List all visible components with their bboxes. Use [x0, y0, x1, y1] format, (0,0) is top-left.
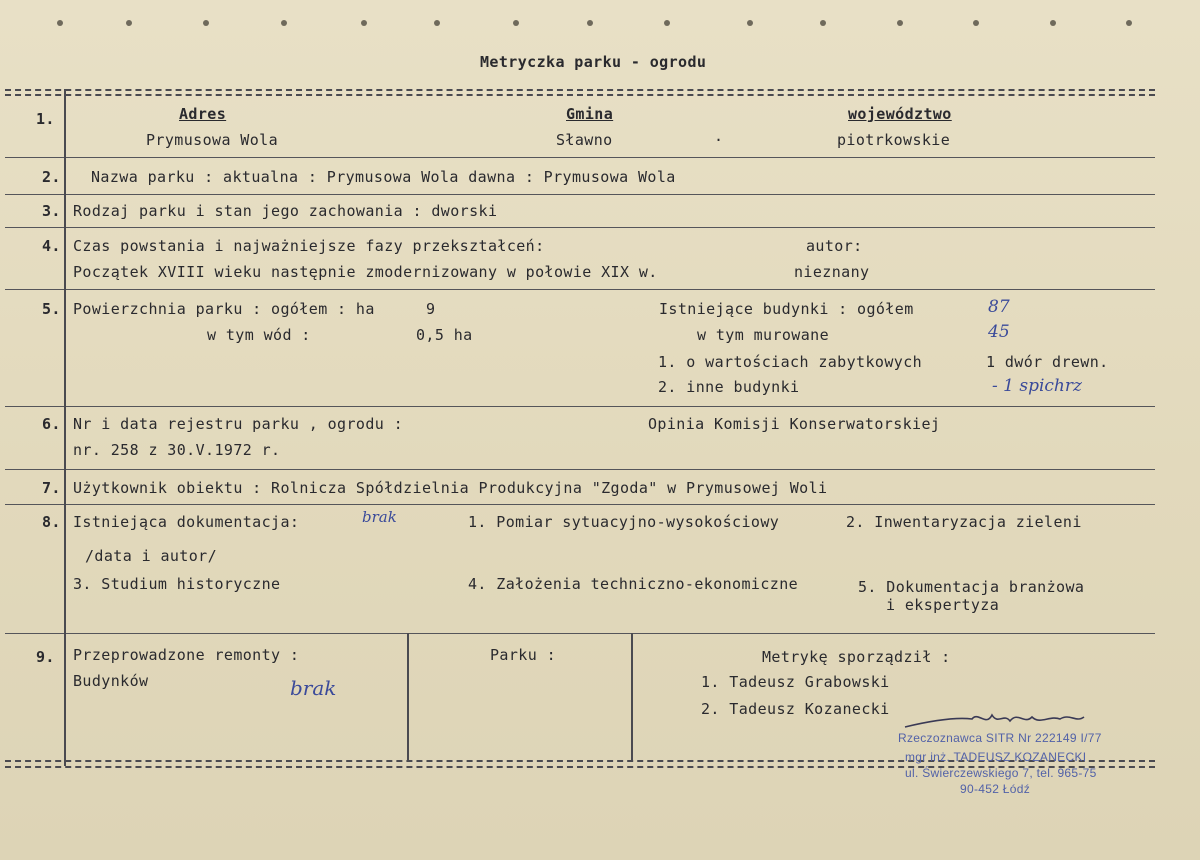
column-divider [631, 633, 633, 760]
repairs-buildings-handwritten: brak [290, 676, 337, 700]
voivodeship-label: województwo [848, 105, 952, 123]
divider [5, 469, 1155, 470]
stamp-line: mgr inż. TADEUSZ KOZANECKI [905, 750, 1087, 764]
prepared-by-label: Metrykę sporządził : [762, 648, 951, 666]
address-label: Adres [179, 105, 227, 123]
address-value: Prymusowa Wola [146, 131, 279, 149]
divider [5, 194, 1155, 195]
water-value: 0,5 ha [416, 326, 473, 344]
documentation-item: 5. Dokumentacja branżowa [858, 578, 1085, 596]
park-type-line: Rodzaj parku i stan jego zachowania : dworski [73, 202, 498, 220]
buildings-total-value: 87 [988, 297, 1010, 317]
divider [5, 406, 1155, 407]
park-name-line: Nazwa parku : aktualna : Prymusowa Wola dawna : Prymusowa Wola [91, 168, 676, 186]
punch-hole [281, 20, 287, 26]
documentation-label: Istniejąca dokumentacja: [73, 513, 300, 531]
brick-buildings-label: w tym murowane [697, 326, 830, 344]
punch-hole [513, 20, 519, 26]
divider [5, 94, 1155, 96]
row-number: 7. [42, 479, 61, 497]
row-number: 1. [36, 110, 55, 128]
documentation-item: 3. Studium historyczne [73, 575, 281, 593]
divider [5, 633, 1155, 634]
row-number: 4. [42, 237, 61, 255]
other-buildings-label: 2. inne budynki [658, 378, 800, 396]
commune-label: Gmina [566, 105, 614, 123]
repairs-park-label: Parku : [490, 646, 557, 664]
author-name: 2. Tadeusz Kozanecki [701, 700, 890, 718]
documentation-sublabel: /data i autor/ [85, 547, 218, 565]
area-label: Powierzchnia parku : ogółem : ha [73, 300, 375, 318]
row-number: 3. [42, 202, 61, 220]
row-number: 9. [36, 648, 55, 666]
divider [5, 157, 1155, 158]
divider [5, 89, 1155, 91]
row-number: 8. [42, 513, 61, 531]
punch-hole [747, 20, 753, 26]
register-value: nr. 258 z 30.V.1972 r. [73, 441, 281, 459]
other-buildings-value: - 1 spichrz [992, 376, 1082, 396]
punch-hole [897, 20, 903, 26]
divider [5, 227, 1155, 228]
punch-hole [973, 20, 979, 26]
stamp-line: ul. Świerczewskiego 7, tel. 965-75 [905, 766, 1097, 780]
divider [5, 289, 1155, 290]
commune-value: Sławno [556, 131, 613, 149]
user-line: Użytkownik obiektu : Rolnicza Spółdzielnia Produkcyjna "Zgoda" w Prymusowej Woli [73, 479, 828, 497]
punch-hole [203, 20, 209, 26]
register-label: Nr i data rejestru parku , ogrodu : [73, 415, 404, 433]
author-value: nieznany [794, 263, 870, 281]
divider [5, 504, 1155, 505]
punch-hole [434, 20, 440, 26]
stamp-line: 90-452 Łódź [960, 782, 1031, 796]
conservation-opinion-label: Opinia Komisji Konserwatorskiej [648, 415, 941, 433]
punch-hole [664, 20, 670, 26]
historic-buildings-label: 1. o wartościach zabytkowych [658, 353, 923, 371]
repairs-buildings-label: Budynków [73, 672, 149, 690]
punch-hole [1050, 20, 1056, 26]
documentation-handwritten-note: brak [362, 508, 397, 526]
punch-hole [126, 20, 132, 26]
water-label: w tym wód : [207, 326, 311, 344]
document-title: Metryczka parku - ogrodu [480, 53, 707, 71]
number-column-divider [64, 89, 66, 766]
buildings-label: Istniejące budynki : ogółem [659, 300, 914, 318]
voivodeship-value: piotrkowskie [837, 131, 951, 149]
punch-hole [587, 20, 593, 26]
punch-hole [361, 20, 367, 26]
punch-hole [820, 20, 826, 26]
documentation-item: 1. Pomiar sytuacyjno-wysokościowy [468, 513, 780, 531]
documentation-item: 4. Założenia techniczno-ekonomiczne [468, 575, 799, 593]
dot-mark: · [714, 131, 724, 149]
punch-hole [57, 20, 63, 26]
stamp-line: Rzeczoznawca SITR Nr 222149 I/77 [898, 731, 1102, 745]
author-label: autor: [806, 237, 863, 255]
row-number: 5. [42, 300, 61, 318]
brick-buildings-value: 45 [988, 322, 1010, 342]
documentation-item-continued: i ekspertyza [886, 596, 1000, 614]
history-value: Początek XVIII wieku następnie zmodernizowany w połowie XIX w. [73, 263, 658, 281]
historic-buildings-value: 1 dwór drewn. [986, 353, 1109, 371]
row-number: 2. [42, 168, 61, 186]
punch-hole [1126, 20, 1132, 26]
author-name: 1. Tadeusz Grabowski [701, 673, 890, 691]
documentation-item: 2. Inwentaryzacja zieleni [846, 513, 1082, 531]
column-divider [407, 633, 409, 760]
history-label: Czas powstania i najważniejsze fazy przekształceń: [73, 237, 545, 255]
repairs-label: Przeprowadzone remonty : [73, 646, 300, 664]
area-value: 9 [426, 300, 436, 318]
row-number: 6. [42, 415, 61, 433]
